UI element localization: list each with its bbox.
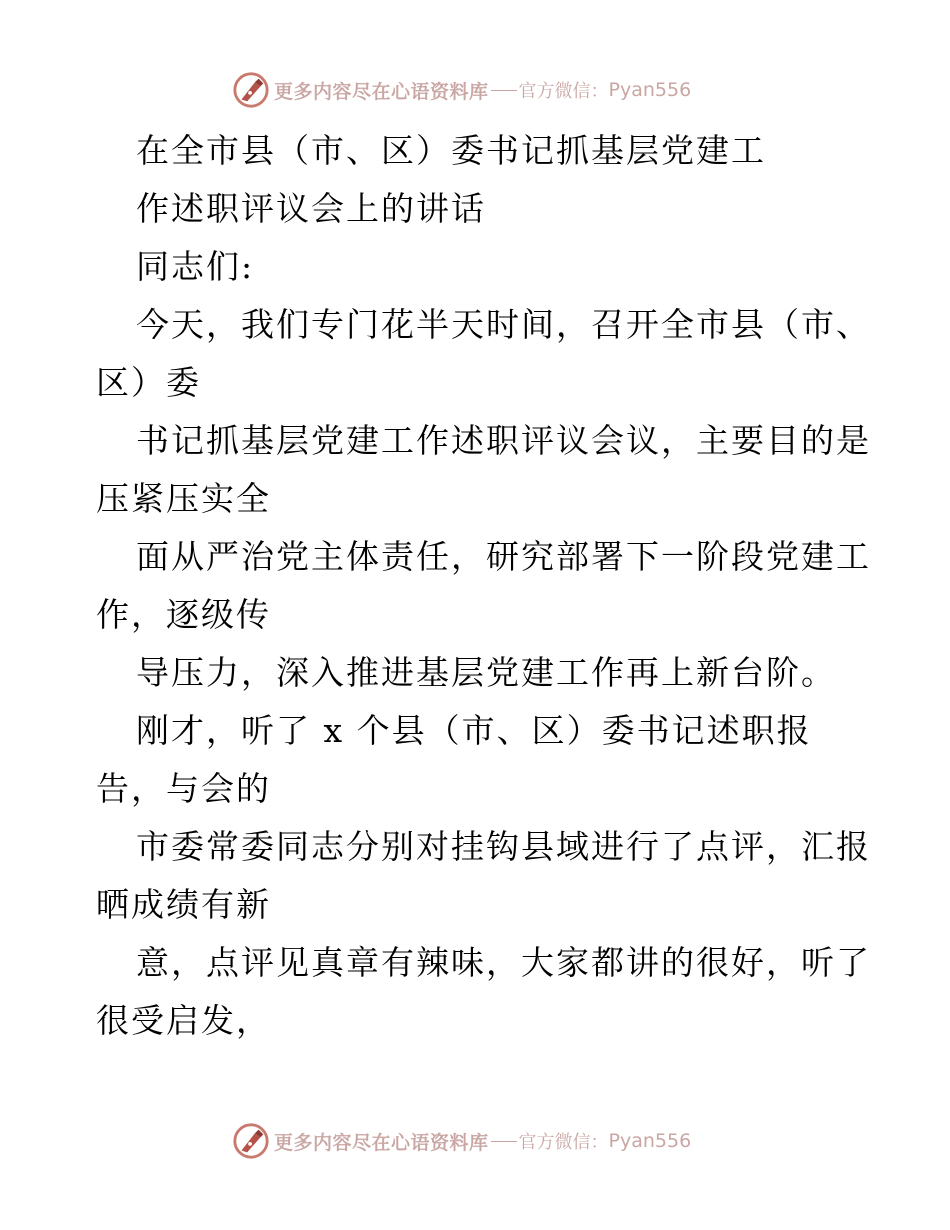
paragraph-line: 告，与会的 <box>96 769 271 808</box>
pen-nib-logo-icon <box>232 71 270 109</box>
title-line-1: 在全市县（市、区）委书记抓基层党建工 <box>136 131 766 170</box>
watermark-wechat-label: 官方微信： <box>518 1132 609 1153</box>
watermark-text: 更多内容尽在心语资料库 <box>274 80 489 103</box>
watermark-separator <box>491 90 517 91</box>
paragraph-line: 面从严治党主体责任，研究部署下一阶段党建工 <box>136 537 871 576</box>
salutation: 同志们: <box>136 247 255 286</box>
document-body <box>0 122 950 1050</box>
pen-nib-logo-icon <box>232 1122 270 1160</box>
watermark-wechat-id: Pyan556 <box>608 79 692 101</box>
paragraph-line: 导压力，深入推进基层党建工作再上新台阶。 <box>136 653 836 692</box>
paragraph-line: 作，逐级传 <box>96 595 271 634</box>
paragraph-line: 意，点评见真章有辣味，大家都讲的很好，听了 <box>136 943 871 982</box>
paragraph-line: 书记抓基层党建工作述职评议会议，主要目的是 <box>136 421 871 460</box>
paragraph-line: 晒成绩有新 <box>96 885 271 924</box>
title-line-2: 作述职评议会上的讲话 <box>136 189 486 228</box>
paragraph-line: 市委常委同志分别对挂钩县域进行了点评，汇报 <box>136 827 871 866</box>
footer-watermark <box>232 1121 691 1161</box>
watermark-wechat-id: Pyan556 <box>608 1130 692 1152</box>
paragraph-line: 今天，我们专门花半天时间，召开全市县（市、 <box>136 305 871 344</box>
paragraph-line: 很受启发， <box>96 1001 271 1040</box>
header-watermark <box>232 70 691 110</box>
watermark-text: 更多内容尽在心语资料库 <box>274 1131 489 1154</box>
paragraph-line: 压紧压实全 <box>96 479 271 518</box>
watermark-separator <box>491 1141 517 1142</box>
paragraph-line: 区）委 <box>96 363 201 402</box>
paragraph-line: 刚才，听了 x 个县（市、区）委书记述职报 <box>136 711 812 750</box>
watermark-wechat-label: 官方微信： <box>518 81 609 102</box>
